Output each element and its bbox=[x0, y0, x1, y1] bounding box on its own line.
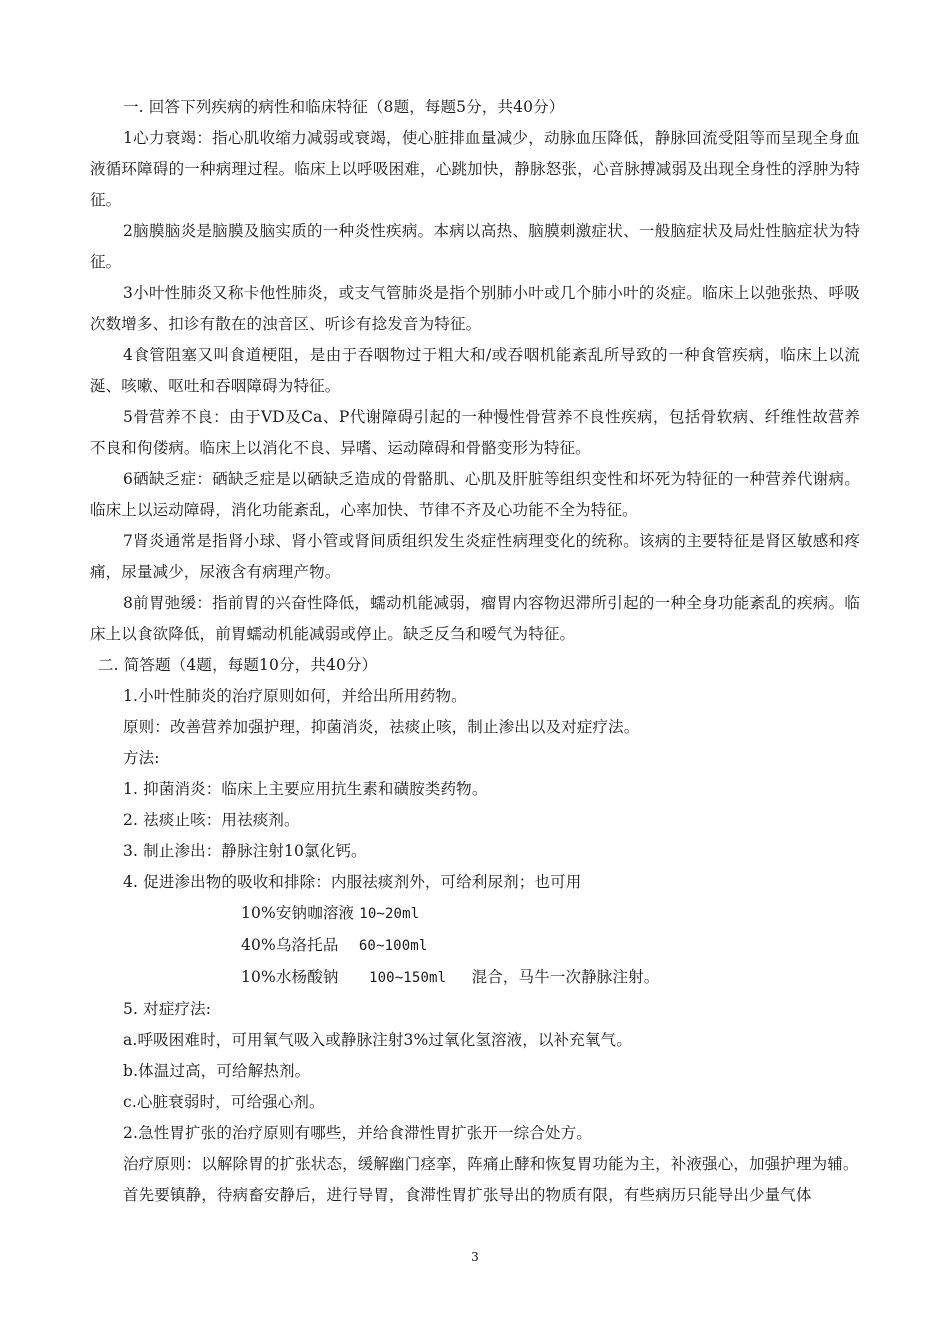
section1-item-4: 4食管阻塞又叫食道梗阻，是由于吞咽物过于粗大和/或吞咽机能紊乱所导致的一种食管疾病，临床上以流涎、咳嗽、呕吐和吞咽障碍为特征。 bbox=[90, 346, 860, 395]
section1-heading: 一. 回答下列疾病的病性和临床特征（8题，每题5分，共40分） bbox=[123, 98, 565, 116]
rx-dose: 10~20ml bbox=[359, 906, 420, 922]
question-2-principle: 治疗原则：以解除胃的扩张状态，缓解幽门痉挛，阵痛止酵和恢复胃功能为主，补液强心，加强护理为辅。 bbox=[123, 1155, 859, 1173]
symptom-b: b.体温过高，可给解热剂。 bbox=[123, 1062, 311, 1080]
method-4: 4. 促进渗出物的吸收和排除：内服祛痰剂外，可给利尿剂；也可用 bbox=[123, 873, 582, 891]
treatment-principle: 原则：改善营养加强护理，抑菌消炎，祛痰止咳，制止渗出以及对症疗法。 bbox=[123, 718, 640, 736]
method-5: 5. 对症疗法: bbox=[123, 1000, 212, 1018]
page-number: 3 bbox=[471, 1250, 479, 1264]
section1-item-7: 7肾炎通常是指肾小球、肾小管或肾间质组织发生炎症性病理变化的统称。该病的主要特征是肾区敏感和疼痛，尿量减少，尿液含有病理产物。 bbox=[90, 532, 860, 581]
rx-dose: 100~150ml bbox=[368, 970, 447, 986]
section1-item-2: 2脑膜脑炎是脑膜及脑实质的一种炎性疾病。本病以高热、脑膜刺激症状、一般脑症状及局灶性脑症状为特征。 bbox=[90, 222, 860, 271]
method-3: 3. 制止渗出：静脉注射10氯化钙。 bbox=[123, 842, 367, 860]
section1-item-5: 5骨营养不良：由于VD及Ca、P代谢障碍引起的一种慢性骨营养不良性疾病，包括骨软病、纤维性故营养不良和佝偻病。临床上以消化不良、异嗜、运动障碍和骨骼变形为特征。 bbox=[90, 408, 860, 457]
section1-item-6: 6硒缺乏症：硒缺乏症是以硒缺乏造成的骨骼肌、心肌及肝脏等组织变性和坏死为特征的一种营养代谢病。临床上以运动障碍，消化功能紊乱，心率加快、节律不齐及心功能不全为特征。 bbox=[90, 470, 860, 519]
prescription-line-1 bbox=[90, 898, 860, 930]
rx-drug: 10%水杨酸钠 bbox=[241, 968, 339, 986]
symptom-a: a.呼吸困难时，可用氧气吸入或静脉注射3%过氧化氢溶液，以补充氧气。 bbox=[123, 1031, 632, 1049]
question-2-text: 首先要镇静，待病畜安静后，进行导胃，食滞性胃扩张导出的物质有限，有些病历只能导出少量气体 bbox=[123, 1186, 812, 1204]
prescription-line-2 bbox=[90, 930, 860, 962]
rx-dose: 60~100ml bbox=[358, 938, 428, 954]
prescription-line-3 bbox=[90, 962, 860, 994]
section2-heading: 二. 简答题（4题，每题10分，共40分） bbox=[98, 656, 378, 674]
rx-note: 混合，马牛一次静脉注射。 bbox=[471, 968, 660, 986]
section1-item-3: 3小叶性肺炎又称卡他性肺炎，或支气管肺炎是指个别肺小叶或几个肺小叶的炎症。临床上以弛张热、呼吸次数增多、扣诊有散在的浊音区、听诊有捻发音为特征。 bbox=[90, 284, 860, 333]
method-2: 2. 祛痰止咳：用祛痰剂。 bbox=[123, 811, 300, 829]
question-2: 2.急性胃扩张的治疗原则有哪些，并给食滞性胃扩张开一综合处方。 bbox=[123, 1124, 592, 1142]
rx-drug: 40%乌洛托品 bbox=[241, 936, 339, 954]
methods-label: 方法: bbox=[123, 749, 160, 767]
section1-item-1: 1心力衰竭：指心肌收缩力减弱或衰竭，使心脏排血量减少，动脉血压降低，静脉回流受阻等而呈现全身血液循环障碍的一种病理过程。临床上以呼吸困难，心跳加快，静脉怒张，心音脉搏减弱及出现全身性的浮肿为特征。 bbox=[90, 129, 860, 209]
method-1: 1. 抑菌消炎：临床上主要应用抗生素和磺胺类药物。 bbox=[123, 780, 488, 798]
rx-drug: 10%安钠咖溶液 bbox=[241, 904, 355, 922]
question-1: 1.小叶性肺炎的治疗原则如何，并给出所用药物。 bbox=[123, 687, 467, 705]
section1-item-8: 8前胃弛缓：指前胃的兴奋性降低，蠕动机能减弱，瘤胃内容物迟滞所引起的一种全身功能紊乱的疾病。临床上以食欲降低，前胃蠕动机能减弱或停止。缺乏反刍和嗳气为特征。 bbox=[90, 594, 860, 643]
symptom-c: c.心脏衰弱时，可给强心剂。 bbox=[123, 1093, 325, 1111]
page-content bbox=[90, 92, 860, 1211]
